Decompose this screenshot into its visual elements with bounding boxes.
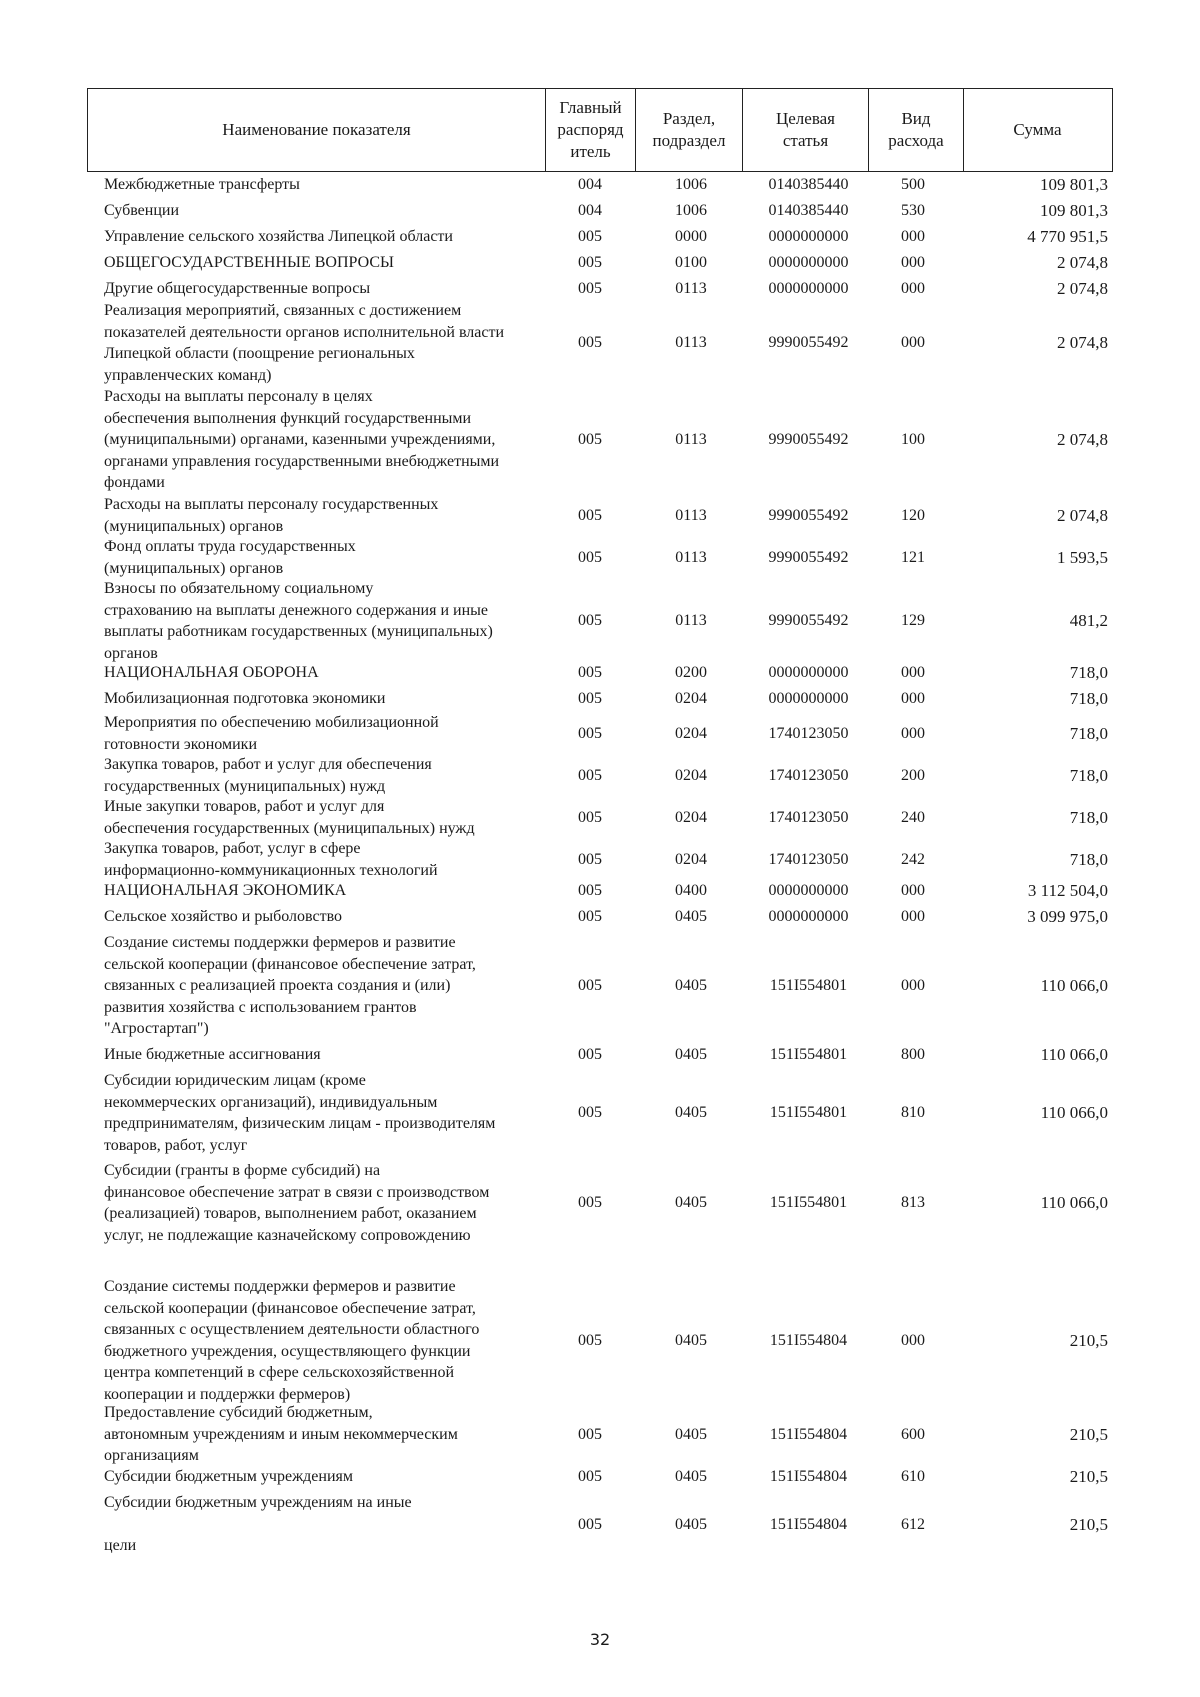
row-expense-type: 000 <box>901 977 925 994</box>
row-sum: 2 074,8 <box>1057 430 1108 449</box>
row-main-manager: 005 <box>578 1425 602 1443</box>
row-section: 0200 <box>675 664 707 681</box>
row-name: Расходы на выплаты персоналу государственных (муниципальных) органов <box>104 496 439 535</box>
row-expense-type: 000 <box>901 908 925 925</box>
row-section: 1006 <box>675 202 707 219</box>
row-expense-type: 240 <box>901 808 925 826</box>
row-expense-type: 500 <box>901 176 925 193</box>
table-row <box>0 200 1200 222</box>
row-target-article: 1740123050 <box>768 850 849 868</box>
row-name: Субвенции <box>104 202 180 219</box>
table-row <box>0 880 1200 902</box>
row-target-article: 151I554801 <box>769 977 848 994</box>
table-row <box>0 1044 1200 1066</box>
row-expense-type: 100 <box>901 431 925 448</box>
row-main-manager: 005 <box>578 228 602 245</box>
row-target-article: 9990055492 <box>768 334 849 352</box>
row-target-article: 0000000000 <box>768 664 849 681</box>
row-expense-type: 810 <box>901 1104 925 1122</box>
row-main-manager: 005 <box>578 334 602 352</box>
row-main-manager: 005 <box>578 664 602 681</box>
row-sum: 718,0 <box>1069 849 1108 869</box>
table-row <box>0 300 1200 386</box>
row-sum: 2 074,8 <box>1057 279 1108 298</box>
row-target-article: 151I554801 <box>769 1104 848 1122</box>
row-main-manager: 005 <box>578 548 602 566</box>
row-section: 0405 <box>675 1425 707 1443</box>
row-section: 0113 <box>675 548 707 566</box>
table-header <box>87 88 1113 172</box>
table-row <box>0 278 1200 300</box>
row-expense-type: 612 <box>901 1515 925 1533</box>
row-section: 0400 <box>675 882 707 899</box>
row-target-article: 9990055492 <box>768 506 849 524</box>
row-expense-type: 000 <box>901 664 925 681</box>
row-sum: 481,2 <box>1069 611 1108 631</box>
row-section: 0204 <box>675 724 707 742</box>
row-main-manager: 005 <box>578 254 602 271</box>
row-expense-type: 800 <box>901 1046 925 1063</box>
row-section: 0405 <box>675 1331 707 1349</box>
table-row <box>0 226 1200 248</box>
table-row <box>0 386 1200 494</box>
row-section: 0405 <box>675 1104 707 1122</box>
table-row <box>0 1402 1200 1467</box>
table-row <box>0 754 1200 797</box>
row-target-article: 151I554804 <box>769 1468 848 1485</box>
table-row <box>0 796 1200 839</box>
row-expense-type: 121 <box>901 548 925 566</box>
row-main-manager: 005 <box>578 1194 602 1212</box>
row-main-manager: 005 <box>578 724 602 742</box>
row-main-manager: 004 <box>578 176 602 193</box>
row-target-article: 151I554804 <box>769 1425 848 1443</box>
row-name: Управление сельского хозяйства Липецкой области <box>104 228 453 245</box>
table-row <box>0 252 1200 274</box>
row-section: 0204 <box>675 766 707 784</box>
row-sum: 3 099 975,0 <box>1027 907 1108 926</box>
row-target-article: 0000000000 <box>768 254 849 271</box>
row-main-manager: 005 <box>578 977 602 994</box>
row-name: Другие общегосударственные вопросы <box>104 280 371 297</box>
row-sum: 110 066,0 <box>1040 1103 1108 1123</box>
row-name: Взносы по обязательному социальному страхованию на выплаты денежного содержания и иные выплаты работникам государственных (муниципальных) органов <box>104 580 493 662</box>
row-expense-type: 000 <box>901 724 925 742</box>
row-name: Предоставление субсидий бюджетным, автономным учреждениям и иным некоммерческим организациям <box>104 1404 458 1464</box>
row-main-manager: 005 <box>578 431 602 448</box>
row-sum: 110 066,0 <box>1040 1193 1108 1213</box>
row-main-manager: 004 <box>578 202 602 219</box>
table-row <box>0 838 1200 881</box>
table-row <box>0 1492 1200 1557</box>
table-row <box>0 932 1200 1040</box>
row-target-article: 151I554801 <box>769 1046 848 1063</box>
row-sum: 718,0 <box>1069 663 1108 682</box>
row-expense-type: 000 <box>901 1331 925 1349</box>
row-sum: 210,5 <box>1069 1467 1108 1486</box>
row-expense-type: 000 <box>901 882 925 899</box>
row-target-article: 0000000000 <box>768 690 849 707</box>
row-expense-type: 000 <box>901 690 925 707</box>
row-sum: 2 074,8 <box>1057 253 1108 272</box>
row-section: 1006 <box>675 176 707 193</box>
row-name: Субсидии бюджетным учреждениям <box>104 1468 353 1485</box>
row-expense-type: 530 <box>901 202 925 219</box>
row-sum: 210,5 <box>1069 1514 1108 1534</box>
row-target-article: 1740123050 <box>768 724 849 742</box>
row-main-manager: 005 <box>578 1046 602 1063</box>
row-section: 0405 <box>675 1194 707 1212</box>
header-section: Раздел, подраздел <box>635 89 742 171</box>
header-target-article: Целевая статья <box>742 89 868 171</box>
table-row <box>0 578 1200 664</box>
row-sum: 109 801,3 <box>1040 201 1108 220</box>
row-name: Создание системы поддержки фермеров и развитие сельской кооперации (финансовое обеспечение затрат, связанных с осуществлением деятельности областного бюджетного учреждения, осуществляющего функции центра компетенций в сфере сельскохозяйственной кооперации и поддержки фермеров) <box>104 1278 480 1403</box>
row-name: Создание системы поддержки фермеров и развитие сельской кооперации (финансовое обеспечение затрат, связанных с реализацией проекта создания и (или) развития хозяйства с использованием грантов "Агростартап") <box>104 934 476 1037</box>
header-sum: Сумма <box>963 89 1111 171</box>
row-main-manager: 005 <box>578 506 602 524</box>
row-main-manager: 005 <box>578 1331 602 1349</box>
row-name: Фонд оплаты труда государственных (муниципальных) органов <box>104 538 356 577</box>
row-section: 0113 <box>675 612 707 630</box>
row-main-manager: 005 <box>578 690 602 707</box>
row-main-manager: 005 <box>578 1515 602 1533</box>
row-main-manager: 005 <box>578 1104 602 1122</box>
row-sum: 2 074,8 <box>1057 333 1108 353</box>
row-name: Субсидии (гранты в форме субсидий) на финансовое обеспечение затрат в связи с производством (реализацией) товаров, выполнением работ, оказанием услуг, не подлежащие казначейскому сопровождению <box>104 1162 490 1244</box>
row-target-article: 0000000000 <box>768 280 849 297</box>
row-sum: 210,5 <box>1069 1330 1108 1350</box>
row-name: Мероприятия по обеспечению мобилизационной готовности экономики <box>104 714 439 753</box>
row-sum: 110 066,0 <box>1040 1045 1108 1064</box>
row-target-article: 9990055492 <box>768 548 849 566</box>
table-row <box>0 712 1200 755</box>
table-row <box>0 174 1200 196</box>
row-target-article: 151I554804 <box>769 1331 848 1349</box>
row-name: Мобилизационная подготовка экономики <box>104 690 386 707</box>
row-section: 0113 <box>675 280 707 297</box>
row-section: 0100 <box>675 254 707 271</box>
header-name: Наименование показателя <box>222 120 411 140</box>
row-main-manager: 005 <box>578 1468 602 1485</box>
row-sum: 110 066,0 <box>1040 976 1108 995</box>
row-name: Сельское хозяйство и рыболовство <box>104 908 343 925</box>
table-row <box>0 1466 1200 1488</box>
row-expense-type: 200 <box>901 766 925 784</box>
row-section: 0113 <box>675 506 707 524</box>
row-section: 0000 <box>675 228 707 245</box>
row-name: Иные закупки товаров, работ и услуг для обеспечения государственных (муниципальных) нужд <box>104 798 475 837</box>
row-target-article: 1740123050 <box>768 808 849 826</box>
row-section: 0405 <box>675 908 707 925</box>
row-target-article: 0140385440 <box>768 202 849 219</box>
row-main-manager: 005 <box>578 808 602 826</box>
row-main-manager: 005 <box>578 908 602 925</box>
row-sum: 718,0 <box>1069 765 1108 785</box>
row-section: 0204 <box>675 808 707 826</box>
row-main-manager: 005 <box>578 850 602 868</box>
table-row <box>0 1276 1200 1405</box>
row-section: 0405 <box>675 1515 707 1533</box>
row-expense-type: 000 <box>901 228 925 245</box>
table-row <box>0 1070 1200 1156</box>
row-sum: 2 074,8 <box>1057 505 1108 525</box>
row-target-article: 0000000000 <box>768 882 849 899</box>
page-number: 32 <box>589 1630 611 1649</box>
row-target-article: 151I554804 <box>769 1515 848 1533</box>
row-section: 0405 <box>675 1046 707 1063</box>
row-expense-type: 000 <box>901 254 925 271</box>
header-main-manager: Главный распоряд итель <box>545 89 635 171</box>
row-expense-type: 129 <box>901 612 925 630</box>
row-section: 0113 <box>675 431 707 448</box>
row-sum: 1 593,5 <box>1057 547 1108 567</box>
row-section: 0204 <box>675 690 707 707</box>
row-name: Расходы на выплаты персоналу в целях обеспечения выполнения функций государственными (муниципальными) органами, казенными учреждениями, органами управления государственными внебюджетными фондами <box>104 388 500 491</box>
row-name: НАЦИОНАЛЬНАЯ ОБОРОНА <box>104 664 319 681</box>
row-section: 0405 <box>675 1468 707 1485</box>
row-sum: 210,5 <box>1069 1424 1108 1444</box>
row-sum: 718,0 <box>1069 689 1108 708</box>
row-target-article: 0000000000 <box>768 228 849 245</box>
row-main-manager: 005 <box>578 882 602 899</box>
row-target-article: 9990055492 <box>768 431 849 448</box>
row-section: 0113 <box>675 334 707 352</box>
row-expense-type: 600 <box>901 1425 925 1443</box>
row-name: Реализация мероприятий, связанных с достижением показателей деятельности органов исполнительной власти Липецкой области (поощрение региональных управленческих команд) <box>104 302 505 384</box>
row-target-article: 0000000000 <box>768 908 849 925</box>
row-name: ОБЩЕГОСУДАРСТВЕННЫЕ ВОПРОСЫ <box>104 254 394 271</box>
row-target-article: 9990055492 <box>768 612 849 630</box>
row-expense-type: 000 <box>901 280 925 297</box>
header-expense-type: Вид расхода <box>868 89 963 171</box>
row-target-article: 0140385440 <box>768 176 849 193</box>
row-main-manager: 005 <box>578 280 602 297</box>
row-sum: 109 801,3 <box>1040 175 1108 194</box>
row-sum: 718,0 <box>1069 723 1108 743</box>
row-main-manager: 005 <box>578 766 602 784</box>
table-row <box>0 906 1200 928</box>
table-row <box>0 494 1200 537</box>
row-name: НАЦИОНАЛЬНАЯ ЭКОНОМИКА <box>104 882 347 899</box>
row-expense-type: 120 <box>901 506 925 524</box>
row-section: 0405 <box>675 977 707 994</box>
row-target-article: 1740123050 <box>768 766 849 784</box>
table-row <box>0 1160 1200 1246</box>
row-main-manager: 005 <box>578 612 602 630</box>
table-row <box>0 688 1200 710</box>
row-sum: 4 770 951,5 <box>1027 227 1108 246</box>
row-expense-type: 000 <box>901 334 925 352</box>
row-expense-type: 610 <box>901 1468 925 1485</box>
row-sum: 3 112 504,0 <box>1027 881 1108 900</box>
row-name: Субсидии юридическим лицам (кроме некоммерческих организаций), индивидуальным предпринимателям, физическим лицам - производителям товаров, работ, услуг <box>104 1072 496 1154</box>
row-expense-type: 813 <box>901 1194 925 1212</box>
row-expense-type: 242 <box>901 850 925 868</box>
row-section: 0204 <box>675 850 707 868</box>
table-row <box>0 536 1200 579</box>
row-name: Межбюджетные трансферты <box>104 176 300 193</box>
row-name: Субсидии бюджетным учреждениям на иные цели <box>104 1494 412 1554</box>
row-sum: 718,0 <box>1069 807 1108 827</box>
row-target-article: 151I554801 <box>769 1194 848 1212</box>
table-row <box>0 662 1200 684</box>
row-name: Иные бюджетные ассигнования <box>104 1046 321 1063</box>
row-name: Закупка товаров, работ, услуг в сфере информационно-коммуникационных технологий <box>104 840 438 879</box>
row-name: Закупка товаров, работ и услуг для обеспечения государственных (муниципальных) нужд <box>104 756 432 795</box>
